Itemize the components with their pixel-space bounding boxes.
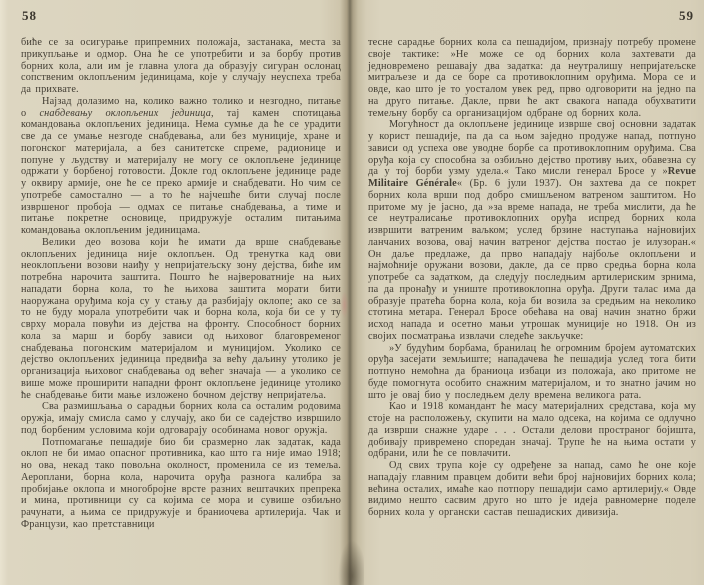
text-run: »У будућим борбама, бранилац ће огромним бројем аутоматских оруђа засејати земљиште; нападачева ће пешадија услед тога бити потпуно немоћна да браниоца избаци из положаја, ако притоме не буде помогнута особито снажним материјалом, и то знатно јачим но што је овај био у последњем делу времена великога рата. xyxy=(368,342,696,401)
text-run: Потпомагање пешадије био би сразмерно лак задатак, када оклоп не би имао опасног противника, као што га није имао 1918; но ова, некад тако повољна околност, променила се из темеља. Аероплани, борна кола, нарочита оруђа разнога калибра за пробијање оклопа и многобројне врсте разних вештачких препрека и мина, противници су са којима се мора и сувише озбиљно рачунати, а њима се придружује и браниочева артилерија. Чак и Французи, као претставници xyxy=(21,436,341,530)
text-run: « (Бр. 6 јули 1937). Он захтева да се покрет борних кола врши под добро смишљеном ватреном заштитом. Но притоме му је јасно, да »за време напада, не треба мислити, да ће се неутралисање противоклопних оруђа испред борних кола извршити ватреним ваљком; услед брзине наступања најновијих ланчаних возова, овај начин ватреног дејства постао је илузоран.« Он даље предлаже, да прво нападају најбоље оклопљени и најмоћније оружани возови, дакле, да се прво средња борна кола употребе са задатком, да следују последњим артилериским зрнима, па да пронађу и униште противоклопна оруђа. Други талас има да образује пратећа борна кола, која би возила за средњим на неколико стотина метара. Генерал Бросе обећава на овај начин знатно бржи исход напада и осетно мањи утрошак муниције но 1918. Он из својих посматрања извлачи следеће закључке: xyxy=(368,178,696,342)
paragraph xyxy=(368,343,696,402)
page-number-left: 58 xyxy=(22,8,37,23)
scan-artifact xyxy=(341,292,348,318)
text-run: снабдевању оклопљених јединица, xyxy=(39,107,214,119)
text-run: Велики део возова који ће имати да врше снабдевање оклопљених јединица није оклопљен. Од тренутка кад ови неоклопљени возови наиђу у непријатељску зону дејства, биће им потребна нарочита заштита. Пошто ће највероватније на њих нападати борна кола, то ће њихова заштита морати бити наоружана оруђима која су у стању да разбијају оклопе; ако се за то не буду морала употребити чак и борна кола, која би се у ту сврху морала повући из дејства на фронту. Способност борних кола за марш и борбу зависи од њиховог благовременог снабдевања погонским материјалом и муницијом. Уколико се дејство оклопљених јединица предвиђа за већу даљину утолико је организација њиховог снабдевања од већег значаја — а уколико се више може проширити нападни фронт оклопљене јединице утолико ће снабдевање бити мање изложено бочном дејству непријатеља. xyxy=(21,236,341,401)
paragraph xyxy=(368,119,696,342)
paragraph xyxy=(21,37,341,96)
paragraph xyxy=(21,401,341,436)
text-run: биће се за осигурање припремних положаја, застанака, места за прикупљање и одмор. Она ће се употребити и за борбу против борних кола, али им је главна улога да образују сигуран ослонац сопственим оклопљеним јединицама, које у случају неуспеха треба да прихвате. xyxy=(21,37,341,95)
paragraph xyxy=(368,37,696,119)
gutter-shadow xyxy=(338,540,364,585)
text-run: Од свих трупа које су одређене за напад, само ће оне које нападају главним правцем добити већи број најновијих борних кола; већина осталих, имаће као потпору пешадији само артилерију.« Овде видимо нешто сасвим друго но што је идеја равномерне поделе борних кола у органски састав пешадиских дивизија. xyxy=(368,460,696,518)
text-run: тај камен спотицања командовања оклопљених јединица. Нема сумње да ће се урадити све да се умање незгоде снабдевања, али без муниције, хране и погонског материјала, а без санитетске спреме, радионице и попуне у људству и материјалу не могу се оклопљене јединице одржати у борбеној готовости. Докле год оклопљене јединице раде у оквиру армије, оне ће се преко армије и снабдевати. Но чим се употребе самостално — а то ће најчешће бити случај после извршеног пробоја — одмах се питање снабдевања, а тиме и питање покретне основице, придружује осталим питањима командовања оклопљеним јединицама. xyxy=(21,107,342,236)
text-run: Сва размишљања о сарадњи борних кола са осталим родовима оружја, имају смисла само у случају, ако би се садејство извршило под борбеним условима који одговарају особинама новог оружја. xyxy=(21,401,341,436)
paragraph xyxy=(21,437,341,531)
text-run: Revue Militaire Générale xyxy=(368,166,696,189)
text-run: Могућност да оклопљене јединице изврше свој основни задатак у корист пешадије, па да са њом заједно продуже напад, потпуно зависи од успеха ове уводне борбе са противоклопним оруђима. Сва оруђа која су способна за озбиљно дејство противу њих, обавезна су да у тој борби узму удела.« Тако мисли генерал Бросе у » xyxy=(368,119,696,178)
text-run: Најзад долазимо на, колико важно толико и незгодно, питање о xyxy=(21,95,341,119)
paragraph xyxy=(368,460,696,519)
text-run: тесне сарадње борних кола са пешадијом, признају потребу промене своје тактике: »Не може се од борних кола захтевати да једновремено решавају два задатка: да неутралишу непријатељске митраљезе и да се боре са противоклопним оруђима. Мора се и овде, као што је то уосталом увек ред, прво одговорити на једно па на друго питање. Дакле, први ће акт свакога напада обухватити темељну борбу са организацијом одбране од борних кола. xyxy=(368,37,696,119)
paragraph xyxy=(21,96,341,237)
paragraph xyxy=(21,237,341,402)
page-left-text xyxy=(21,37,341,531)
text-run: Као и 1918 командант ће масу материјалних средстава, која му стоје на расположењу, скупити на мало одсека, на којима се одлучно да изврши снажне ударе . . . Остали делови пространог бојишта, добивају привремено споредан значај. Трупе ће на њима остати у одбрани, или ће се повлачити. xyxy=(368,401,696,460)
page-right-text xyxy=(368,37,696,519)
paragraph xyxy=(368,401,696,460)
page-number-right: 59 xyxy=(679,8,694,23)
